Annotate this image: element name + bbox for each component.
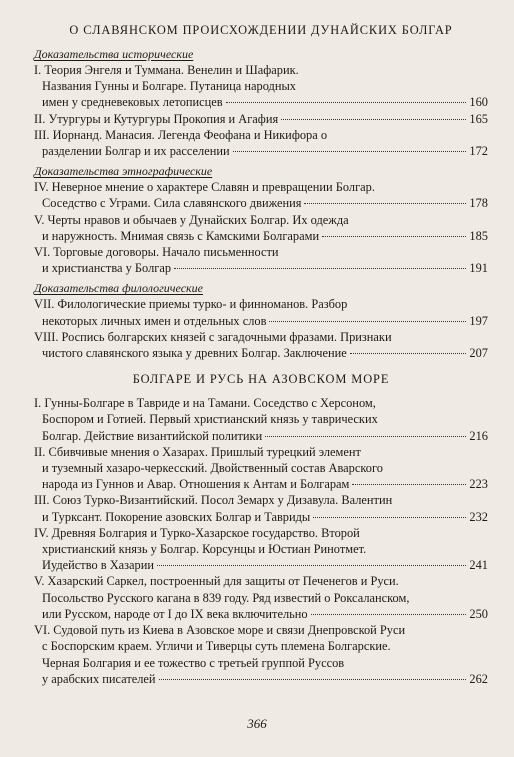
toc-entry[interactable]	[34, 395, 488, 444]
entry-line	[34, 195, 488, 211]
entry-line: Посольство Русского кагана в 839 году. Ряд известий о Роксаланском,	[42, 590, 410, 605]
toc-entry[interactable]	[34, 444, 488, 493]
toc-entry[interactable]	[34, 212, 488, 244]
toc-entry[interactable]	[34, 179, 488, 211]
entry-line	[34, 557, 488, 573]
page-ref: 262	[469, 671, 488, 686]
entry-line: Названия Гунны и Болгаре. Путаница народных	[42, 79, 297, 94]
page-ref: 172	[469, 144, 488, 159]
entry-text: у арабских писателей	[42, 671, 156, 686]
entry-line	[34, 606, 488, 622]
entry-line	[34, 260, 488, 276]
entry-line: III. Иорнанд. Манасия. Легенда Феофана и Никифора о	[34, 127, 328, 142]
dot-leader	[157, 565, 466, 566]
toc-entry[interactable]	[34, 492, 488, 524]
page-ref: 185	[469, 228, 488, 243]
page-ref: 178	[469, 196, 488, 211]
entry-line	[34, 428, 488, 444]
dot-leader	[350, 353, 467, 354]
entry-line	[34, 228, 488, 244]
dot-leader	[269, 321, 466, 322]
dot-leader	[233, 151, 467, 152]
entry-text: и наружность. Мнимая связь с Камскими Болгарами	[42, 228, 320, 243]
toc-entry[interactable]	[34, 622, 488, 687]
dot-leader	[304, 203, 466, 204]
entry-line: IV. Древняя Болгария и Турко-Хазарское государство. Второй	[34, 525, 360, 540]
entry-text: чистого славянского языка у древних Болгар. Заключение	[42, 346, 347, 361]
entry-line: христианский князь у Болгар. Корсунцы и Юстиан Ринотмет.	[42, 542, 367, 557]
entry-line: III. Союз Турко-Византийский. Посол Земарх у Дизавула. Валентин	[34, 493, 393, 508]
dot-leader	[313, 517, 466, 518]
entry-line: VII. Филологические приемы турко- и финноманов. Разбор	[34, 297, 348, 312]
section-title: БОЛГАРЕ И РУСЬ НА АЗОВСКОМ МОРЕ	[132, 372, 390, 387]
dot-leader	[311, 614, 467, 615]
entry-line	[34, 345, 488, 361]
dot-leader	[159, 679, 467, 680]
entry-line	[34, 143, 488, 159]
page-ref: 197	[469, 313, 488, 328]
toc-entry[interactable]	[34, 296, 488, 328]
section-title: О СЛАВЯНСКОМ ПРОИСХОЖДЕНИИ ДУНАЙСКИХ БОЛГАР	[69, 23, 453, 37]
page-ref: 250	[469, 606, 488, 621]
dot-leader	[281, 119, 466, 120]
entry-line	[34, 509, 488, 525]
toc-entry[interactable]	[34, 111, 488, 127]
category-heading: Доказательства исторические	[34, 47, 194, 61]
dot-leader	[322, 236, 466, 237]
dot-leader	[226, 102, 467, 103]
table-of-contents	[34, 22, 488, 687]
entry-line: I. Гунны-Болгаре в Тавриде и на Тамани. Соседство с Херсоном,	[34, 396, 376, 411]
page-ref: 232	[469, 509, 488, 524]
dot-leader	[174, 268, 466, 269]
entry-line: I. Теория Энгеля и Туммана. Венелин и Шафарик.	[34, 63, 299, 77]
page-ref: 165	[469, 111, 488, 126]
entry-line	[34, 94, 488, 110]
entry-text: Болгар. Действие византийской политики	[42, 428, 263, 443]
toc-entry[interactable]	[34, 244, 488, 276]
entry-line	[34, 111, 488, 127]
entry-text: народа из Гуннов и Авар. Отношения к Антам и Болгарам	[42, 477, 350, 492]
entry-text: II. Утургуры и Кутургуры Прокопия и Агафия	[34, 111, 279, 126]
toc-entry[interactable]	[34, 525, 488, 574]
toc-entry[interactable]	[34, 62, 488, 111]
entry-text: Иудейство в Хазарии	[42, 558, 155, 573]
entry-text: и христианства у Болгар	[42, 261, 172, 276]
entry-text: и Турксант. Покорение азовских Болгар и Тавриды	[42, 509, 311, 524]
entry-text: некоторых личных имен и отдельных слов	[42, 313, 267, 328]
toc-entry[interactable]	[34, 573, 488, 622]
entry-line: VIII. Роспись болгарских князей с загадочными фразами. Признаки	[34, 329, 392, 344]
entry-line: и туземный хазаро-черкесский. Двойственный состав Аварского	[42, 461, 383, 476]
category-heading: Доказательства филологические	[34, 281, 203, 296]
dot-leader	[265, 436, 466, 437]
toc-entry[interactable]	[34, 329, 488, 361]
entry-line: V. Черты нравов и обычаев у Дунайских Болгар. Их одежда	[34, 212, 349, 227]
entry-line	[34, 671, 488, 687]
entry-line: Черная Болгария и ее тожество с третьей группой Руссов	[42, 655, 345, 670]
page-ref: 207	[469, 346, 488, 361]
page-ref: 223	[469, 477, 488, 492]
page-number: 366	[247, 716, 267, 731]
entry-text: имен у средневековых летописцев	[42, 95, 223, 110]
entry-line: VI. Торговые договоры. Начало письменности	[34, 245, 279, 260]
entry-line	[34, 476, 488, 492]
entry-line: II. Сбивчивые мнения о Хазарах. Пришлый турецкий элемент	[34, 444, 361, 459]
page-ref: 241	[469, 558, 488, 573]
entry-line	[34, 313, 488, 329]
page-ref: 160	[469, 95, 488, 110]
dot-leader	[352, 484, 466, 485]
entry-line: с Боспорским краем. Угличи и Тиверцы суть племена Болгарские.	[42, 639, 391, 654]
page-ref: 191	[469, 261, 488, 276]
entry-text: разделении Болгар и их расселении	[42, 144, 230, 159]
toc-entry[interactable]	[34, 127, 488, 159]
entry-line: V. Хазарский Саркел, построенный для защиты от Печенегов и Руси.	[34, 574, 399, 589]
entry-text: Соседство с Уграми. Сила славянского движения	[42, 196, 302, 211]
entry-line: IV. Неверное мнение о характере Славян и превращении Болгар.	[34, 180, 375, 195]
category-heading: Доказательства этнографические	[34, 164, 213, 179]
page-ref: 216	[469, 428, 488, 443]
entry-line: VI. Судовой путь из Киева в Азовское море и связи Днепровской Руси	[34, 623, 406, 638]
entry-line: Боспором и Готией. Первый христианский князь у таврических	[42, 412, 378, 427]
entry-text: или Русском, народе от I до IX века включительно	[42, 606, 308, 621]
